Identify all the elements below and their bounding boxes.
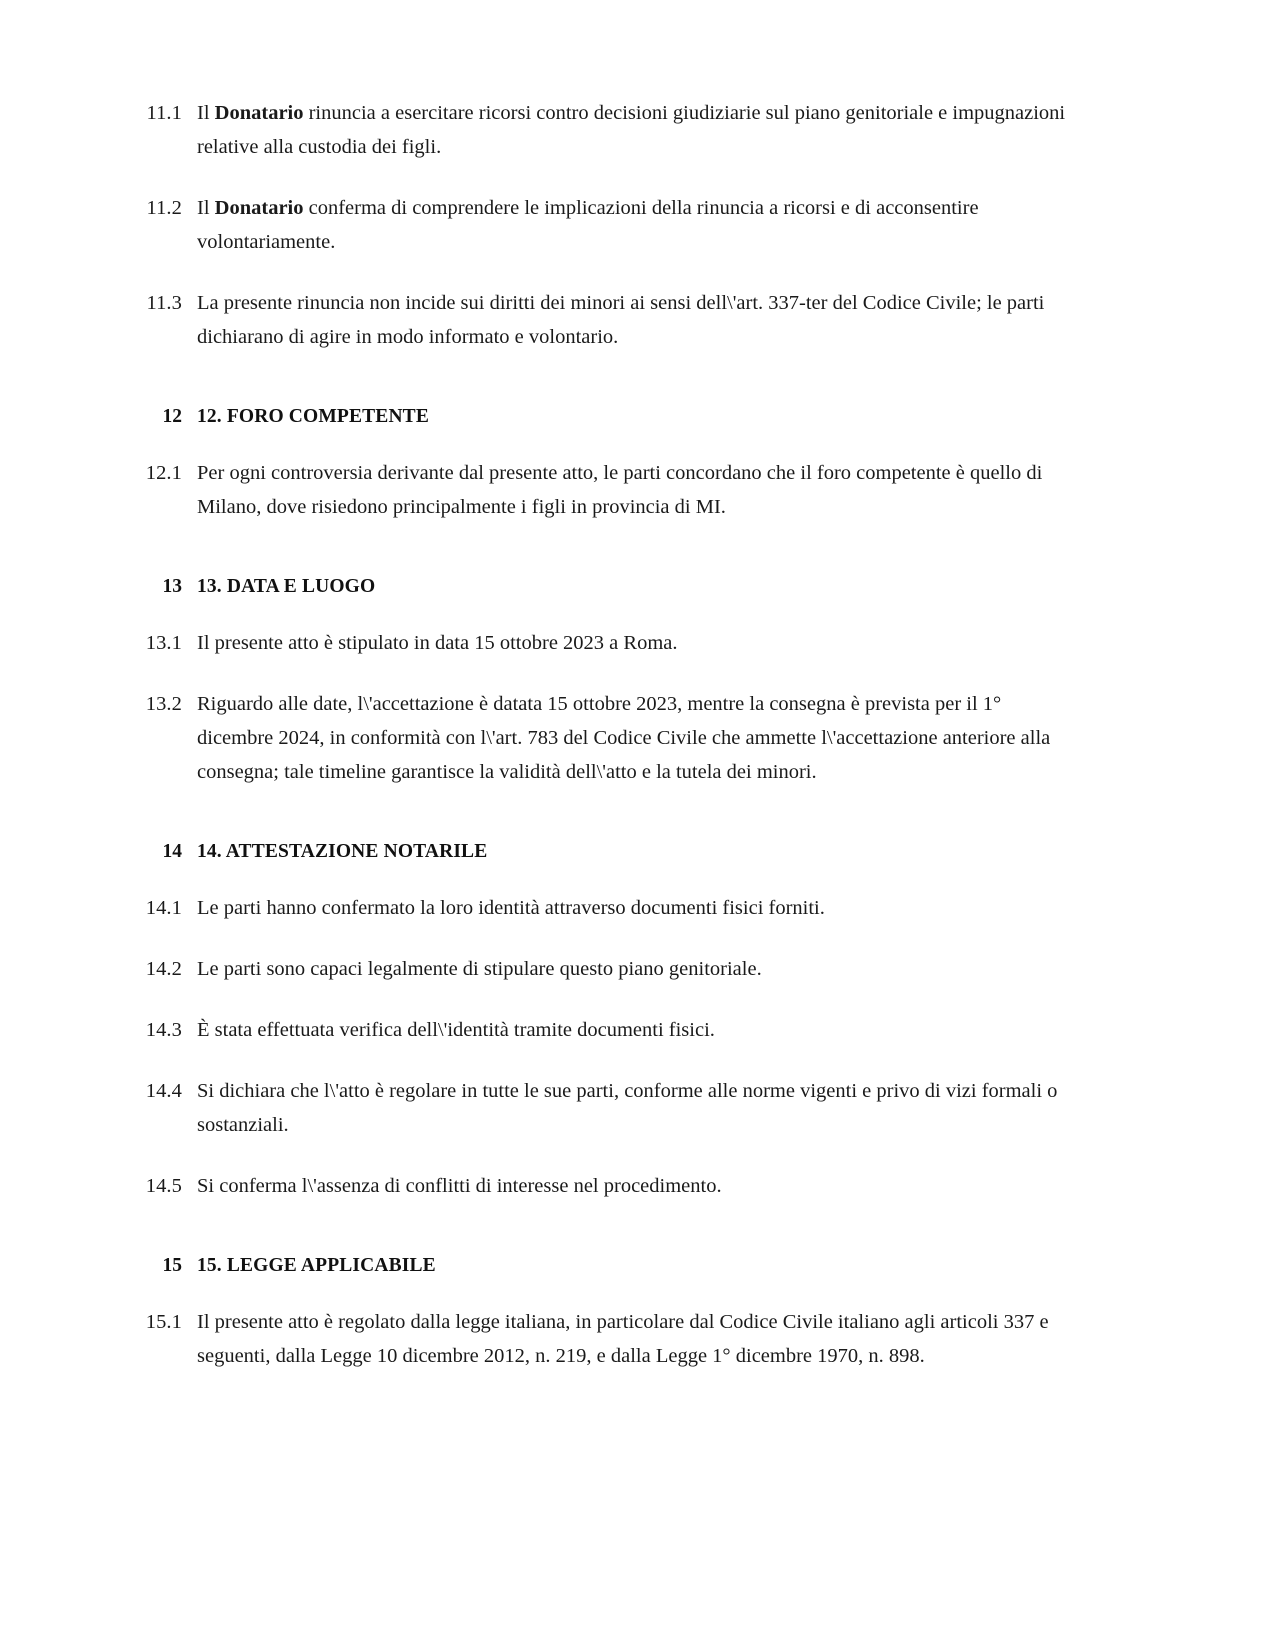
clause-number: 13.1	[145, 632, 182, 654]
clause-text-run: Per ogni controversia derivante dal presente atto, le parti concordano che il foro competente è quello di Milano, dove risiedono principalmente i figli in provincia di MI.	[197, 462, 1043, 518]
clause-number: 12.1	[145, 462, 182, 484]
clause-number: 14.1	[145, 897, 182, 919]
section-heading	[130, 837, 1080, 867]
section-heading-title: 14. ATTESTAZIONE NOTARILE	[197, 841, 488, 862]
section-heading-number: 15	[162, 1255, 182, 1276]
clause-number: 11.3	[146, 292, 182, 314]
clause-row	[130, 286, 1080, 354]
clause-text	[182, 96, 1080, 164]
clause-text-run: conferma di comprendere le implicazioni della rinuncia a ricorsi e di acconsentire volontariamente.	[197, 197, 979, 253]
clause-text	[182, 286, 1080, 354]
clause-row	[130, 96, 1080, 164]
clause-text-run: Si dichiara che l\'atto è regolare in tutte le sue parti, conforme alle norme vigenti e privo di vizi formali o sostanziali.	[197, 1080, 1058, 1136]
section-heading-number: 13	[162, 576, 182, 597]
clause-text	[182, 1169, 1080, 1203]
clause-text	[182, 891, 1080, 925]
clause-text-run: Il presente atto è stipulato in data 15 ottobre 2023 a Roma.	[197, 632, 678, 654]
clause-row	[130, 1169, 1080, 1203]
clause-text-run: La presente rinuncia non incide sui diritti dei minori ai sensi dell\'art. 337-ter del Codice Civile; le parti dichiarano di agire in modo informato e volontario.	[197, 292, 1045, 348]
clause-text-run: rinuncia a esercitare ricorsi contro decisioni giudiziarie sul piano genitoriale e impugnazioni relative alla custodia dei figli.	[197, 102, 1066, 158]
clause-text	[182, 1013, 1080, 1047]
clause-number: 14.4	[145, 1080, 182, 1102]
clause-text	[182, 1074, 1080, 1142]
clause-text-run: Il	[197, 102, 215, 124]
section-heading	[130, 1251, 1080, 1281]
section-heading-title: 12. FORO COMPETENTE	[197, 406, 429, 427]
clause-number: 14.5	[145, 1175, 182, 1197]
clause-number: 15.1	[145, 1311, 182, 1333]
clause-text	[182, 687, 1080, 789]
clause-row	[130, 1305, 1080, 1373]
clause-text-run: Riguardo alle date, l\'accettazione è datata 15 ottobre 2023, mentre la consegna è prevista per il 1° dicembre 2024, in conformità con l\'art. 783 del Codice Civile che ammette l\'accettazione anteriore alla consegna; tale timeline garantisce la validità dell\'atto e la tutela dei minori.	[197, 693, 1051, 783]
clause-text	[182, 952, 1080, 986]
clause-row	[130, 1013, 1080, 1047]
clause-text-run: Il	[197, 197, 215, 219]
clause-row	[130, 1074, 1080, 1142]
clause-row	[130, 891, 1080, 925]
clause-text-run: Le parti hanno confermato la loro identità attraverso documenti fisici forniti.	[197, 897, 825, 919]
clause-row	[130, 626, 1080, 660]
clause-number: 14.3	[145, 1019, 182, 1041]
emphasis-term: Donatario	[214, 197, 304, 219]
clause-row	[130, 456, 1080, 524]
clause-text-run: È stata effettuata verifica dell\'identità tramite documenti fisici.	[197, 1019, 715, 1041]
section-heading-number: 12	[162, 406, 182, 427]
document-body	[130, 96, 1080, 1373]
clause-number: 14.2	[145, 958, 182, 980]
clause-text	[182, 1305, 1080, 1373]
clause-number: 11.1	[146, 102, 182, 124]
section-heading-title: 13. DATA E LUOGO	[197, 576, 376, 597]
clause-text-run: Le parti sono capaci legalmente di stipulare questo piano genitoriale.	[197, 958, 762, 980]
clause-text	[182, 456, 1080, 524]
clause-number: 13.2	[145, 693, 182, 715]
section-heading-number: 14	[162, 841, 182, 862]
section-heading	[130, 572, 1080, 602]
clause-number: 11.2	[146, 197, 182, 219]
emphasis-term: Donatario	[214, 102, 304, 124]
section-heading-title: 15. LEGGE APPLICABILE	[197, 1255, 436, 1276]
clause-text-run: Il presente atto è regolato dalla legge italiana, in particolare dal Codice Civile italiano agli articoli 337 e seguenti, dalla Legge 10 dicembre 2012, n. 219, e dalla Legge 1° dicembre 1970, n. 898.	[197, 1311, 1049, 1367]
clause-text-run: Si conferma l\'assenza di conflitti di interesse nel procedimento.	[197, 1175, 722, 1197]
clause-row	[130, 687, 1080, 789]
section-heading	[130, 402, 1080, 432]
clause-row	[130, 191, 1080, 259]
clause-row	[130, 952, 1080, 986]
clause-text	[182, 626, 1080, 660]
clause-text	[182, 191, 1080, 259]
